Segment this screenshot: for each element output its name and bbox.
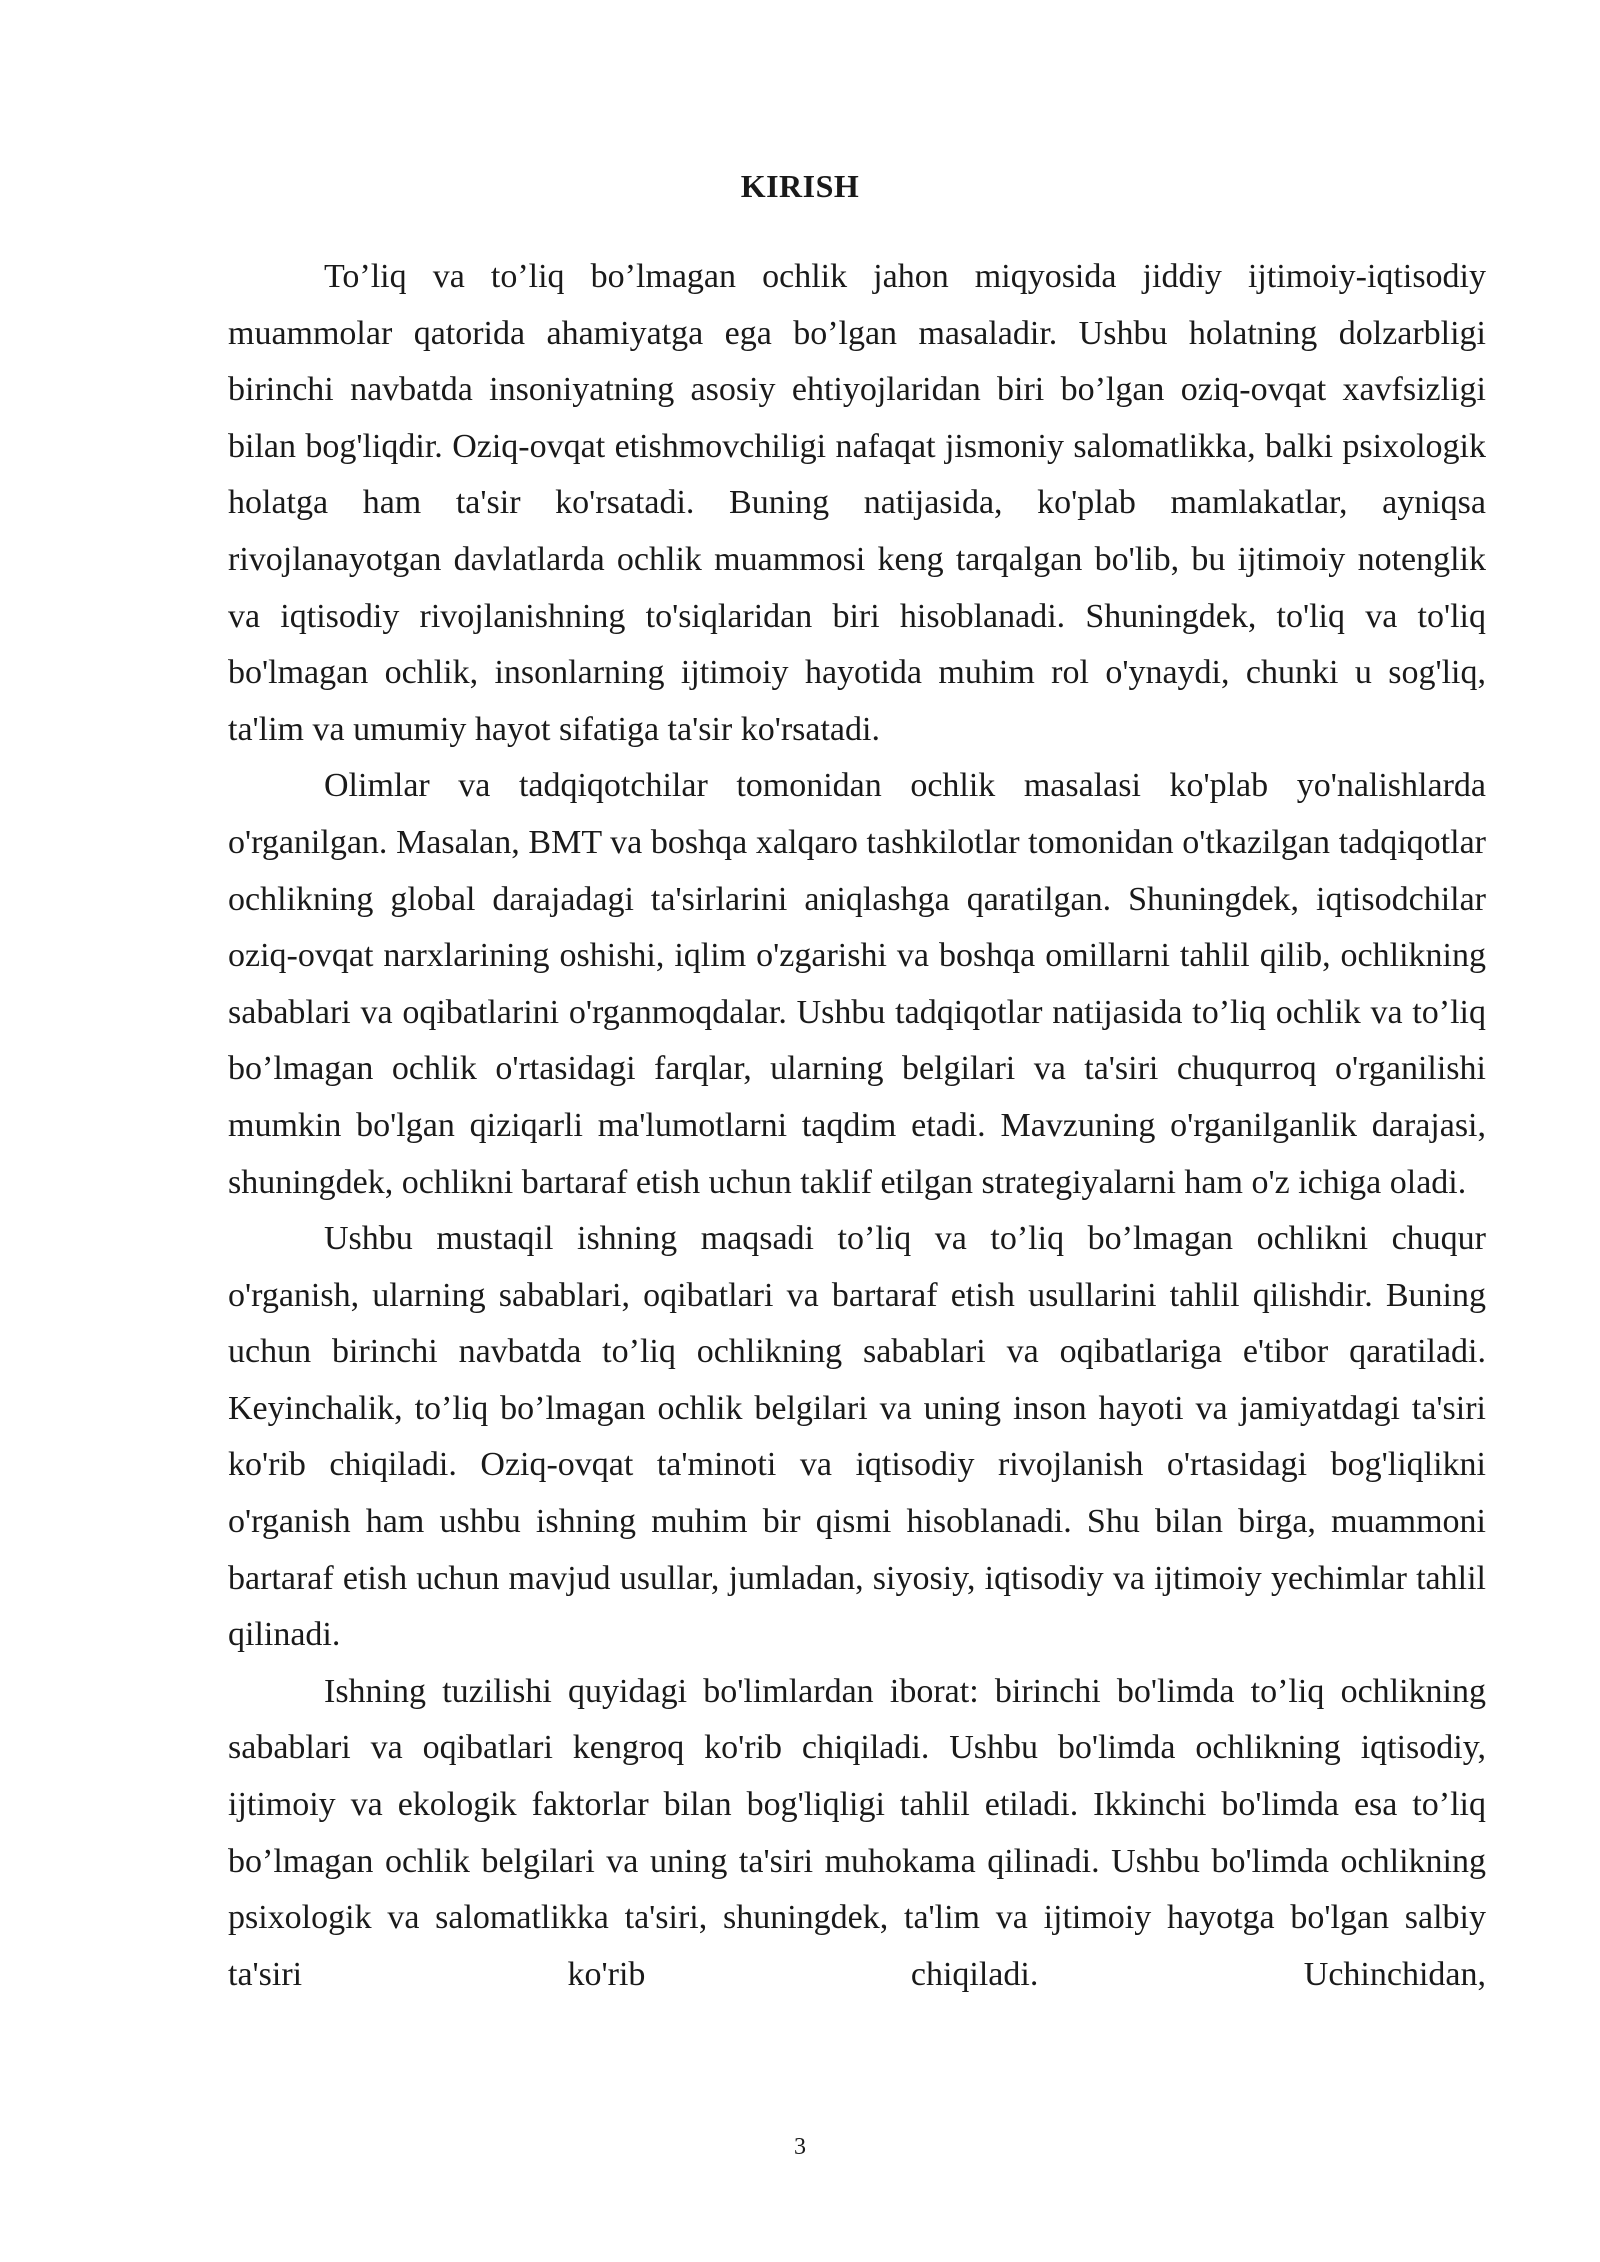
page-number: 3 — [794, 2134, 806, 2160]
paragraph-3: Ushbu mustaqil ishning maqsadi to’liq va to’liq bo’lmagan ochlikni chuqur o'rganish, ularning sabablari, oqibatlari va bartaraf etish usullarini tahlil qilishdir. Buning uchun birinchi navbatda to’liq ochlikning sabablari va oqibatlariga e'tibor qaratiladi. Keyinchalik, to’liq bo’lmagan ochlik belgilari va uning inson hayoti va jamiyatdagi ta'siri ko'rib chiqiladi. Oziq-ovqat ta'minoti va iqtisodiy rivojlanish o'rtasidagi bog'liqlikni o'rganish ham ushbu ishning muhim bir qismi hisoblanadi. Shu bilan birga, muammoni bartaraf etish uchun mavjud usullar, jumladan, siyosiy, iqtisodiy va ijtimoiy yechimlar tahlil qilinadi. — [228, 1220, 1486, 1654]
page-title: KIRISH — [740, 168, 860, 204]
body-text — [228, 249, 1486, 2003]
paragraph-4: Ishning tuzilishi quyidagi bo'limlardan iborat: birinchi bo'limda to’liq ochlikning sabablari va oqibatlari kengroq ko'rib chiqiladi. Ushbu bo'limda ochlikning iqtisodiy, ijtimoiy va ekologik faktorlar bilan bog'liqligi tahlil etiladi. Ikkinchi bo'limda esa to’liq bo’lmagan ochlik belgilari va uning ta'siri muhokama qilinadi. Ushbu bo'limda ochlikning psixologik va salomatlikka ta'siri, shuningdek, ta'lim va ijtimoiy hayotga bo'lgan salbiy ta'siri ko'rib chiqiladi. Uchinchidan, — [228, 1672, 1486, 1993]
paragraph-1: To’liq va to’liq bo’lmagan ochlik jahon miqyosida jiddiy ijtimoiy-iqtisodiy muammolar qatorida ahamiyatga ega bo’lgan masaladir. Ushbu holatning dolzarbligi birinchi navbatda insoniyatning asosiy ehtiyojlaridan biri bo’lgan oziq-ovqat xavfsizligi bilan bog'liqdir. Oziq-ovqat etishmovchiligi nafaqat jismoniy salomatlikka, balki psixologik holatga ham ta'sir ko'rsatadi. Buning natijasida, ko'plab mamlakatlar, ayniqsa rivojlanayotgan davlatlarda ochlik muammosi keng tarqalgan bo'lib, bu ijtimoiy notenglik va iqtisodiy rivojlanishning to'siqlaridan biri hisoblanadi. Shuningdek, to'liq va to'liq bo'lmagan ochlik, insonlarning ijtimoiy hayotida muhim rol o'ynaydi, chunki u sog'liq, ta'lim va umumiy hayot sifatiga ta'sir ko'rsatadi. — [228, 258, 1486, 748]
paragraph-2: Olimlar va tadqiqotchilar tomonidan ochlik masalasi ko'plab yo'nalishlarda o'rganilgan. Masalan, BMT va boshqa xalqaro tashkilotlar tomonidan o'tkazilgan tadqiqotlar ochlikning global darajadagi ta'sirlarini aniqlashga qaratilgan. Shuningdek, iqtisodchilar oziq-ovqat narxlarining oshishi, iqlim o'zgarishi va boshqa omillarni tahlil qilib, ochlikning sabablari va oqibatlarini o'rganmoqdalar. Ushbu tadqiqotlar natijasida to’liq ochlik va to’liq bo’lmagan ochlik o'rtasidagi farqlar, ularning belgilari va ta'siri chuqurroq o'rganilishi mumkin bo'lgan qiziqarli ma'lumotlarni taqdim etadi. Mavzuning o'rganilganlik darajasi, shuningdek, ochlikni bartaraf etish uchun taklif etilgan strategiyalarni ham o'z ichiga oladi. — [228, 767, 1486, 1201]
